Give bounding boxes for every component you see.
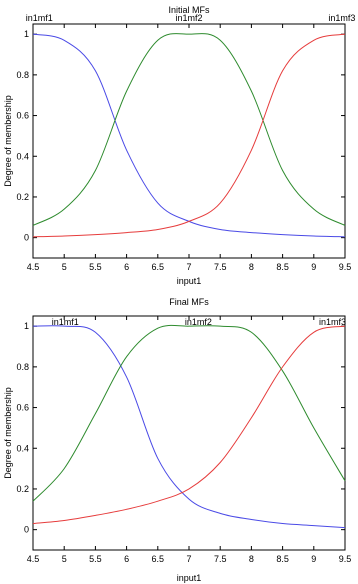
x-tick-label: 6 [124, 554, 130, 564]
plot-frame [33, 24, 345, 258]
chart-svg [0, 292, 358, 584]
mf-label-in1mf2: in1mf2 [184, 317, 212, 327]
x-tick-label: 7 [186, 554, 192, 564]
y-tick-label: 0.2 [16, 191, 29, 202]
x-tick-label: 5 [61, 262, 67, 272]
y-tick-label: 0.6 [16, 110, 29, 121]
y-axis-label: Degree of membership [3, 95, 13, 187]
x-axis-label: input1 [176, 573, 202, 583]
y-tick-label: 1 [23, 29, 29, 40]
x-tick-label: 4.5 [26, 262, 40, 272]
x-tick-label: 7.5 [213, 554, 227, 564]
mf-label-in1mf1: in1mf1 [25, 13, 53, 23]
x-tick-label: 9 [311, 554, 317, 564]
y-tick-label: 1 [23, 321, 29, 332]
x-tick-label: 8.5 [276, 262, 289, 272]
chart-title: Initial MFs [168, 5, 210, 15]
mf-label-in1mf1: in1mf1 [51, 317, 79, 327]
x-tick-label: 5.5 [89, 262, 102, 272]
y-tick-label: 0.6 [16, 402, 29, 413]
y-tick-label: 0.8 [16, 69, 29, 80]
x-axis-label: input1 [176, 276, 202, 286]
x-tick-label: 4.5 [26, 554, 40, 564]
mf-label-in1mf2: in1mf2 [175, 13, 203, 23]
x-tick-label: 9.5 [338, 554, 352, 564]
x-tick-label: 7.5 [213, 262, 227, 272]
x-tick-label: 6.5 [151, 262, 165, 272]
final-mfs-figure [0, 292, 358, 584]
y-tick-label: 0.8 [16, 361, 29, 372]
x-tick-label: 6 [124, 262, 130, 272]
x-tick-label: 8.5 [276, 554, 289, 564]
mf-label-in1mf3: in1mf3 [319, 317, 347, 327]
x-tick-label: 8 [248, 554, 254, 564]
y-axis-label: Degree of membership [3, 387, 13, 479]
x-tick-label: 5.5 [89, 554, 102, 564]
x-tick-label: 8 [248, 262, 254, 272]
y-tick-label: 0.4 [16, 443, 29, 454]
plot-frame [33, 316, 345, 550]
y-tick-label: 0 [23, 524, 29, 535]
x-tick-label: 9.5 [338, 262, 352, 272]
y-tick-label: 0 [23, 232, 29, 243]
mf-label-in1mf3: in1mf3 [328, 13, 356, 23]
chart-title: Final MFs [169, 297, 209, 307]
y-tick-label: 0.2 [16, 483, 29, 494]
y-tick-label: 0.4 [16, 151, 29, 162]
x-tick-label: 6.5 [151, 554, 165, 564]
x-tick-label: 9 [311, 262, 317, 272]
x-tick-label: 5 [61, 554, 67, 564]
x-tick-label: 7 [186, 262, 192, 272]
